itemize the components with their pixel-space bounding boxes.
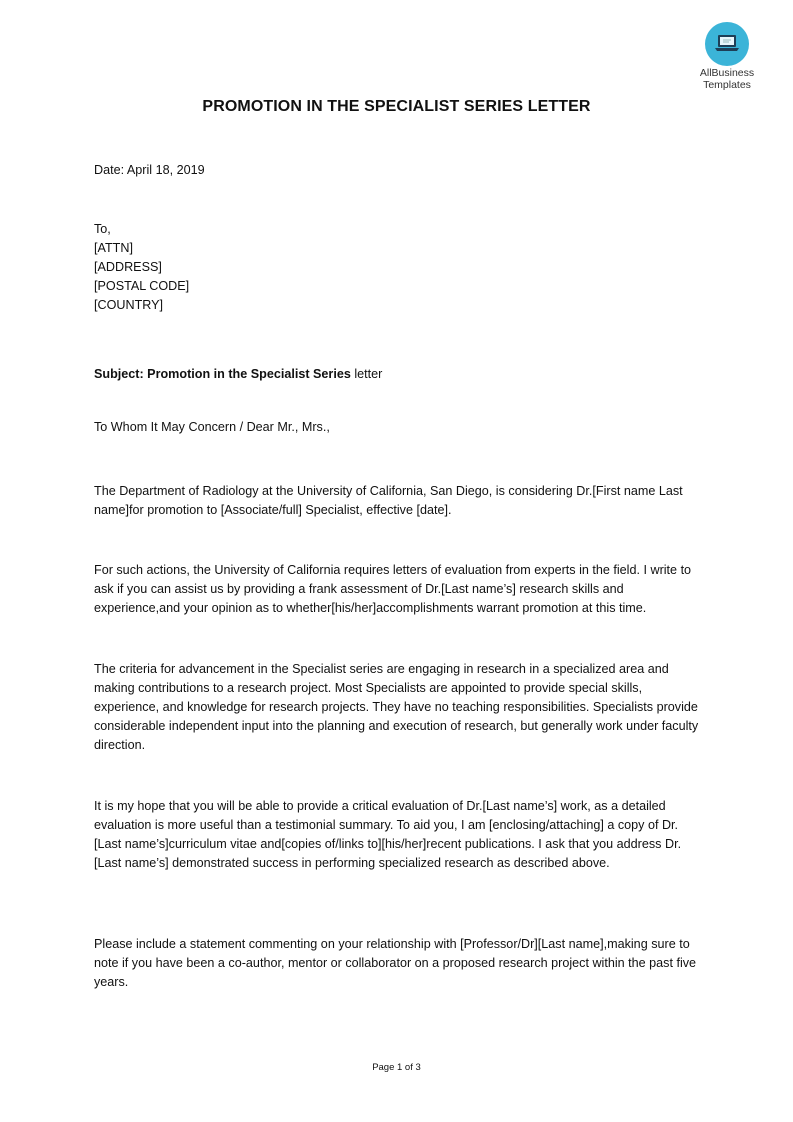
address-line: [COUNTRY] — [94, 298, 164, 312]
address-line: [POSTAL CODE] — [94, 279, 190, 293]
salutation: To Whom It May Concern / Dear Mr., Mrs., — [94, 420, 330, 434]
address-line: [ADDRESS] — [94, 260, 162, 274]
body-paragraph: The Department of Radiology at the University of California, San Diego, is considering Dr.[First name Last name]for promotion to [Associate/full] Specialist, effective [date]. — [94, 484, 683, 517]
letter-date: Date: April 18, 2019 — [94, 163, 205, 177]
logo-text — [693, 67, 761, 91]
recipient-address — [94, 220, 704, 315]
logo-text-line1: AllBusiness — [699, 67, 755, 79]
subject-bold-text: Promotion in the Specialist Series — [143, 367, 351, 381]
letter-title: PROMOTION IN THE SPECIALIST SERIES LETTER — [202, 98, 591, 115]
subject-label: Subject: — [94, 367, 144, 381]
allbusiness-templates-logo — [693, 22, 761, 91]
subject-line — [94, 365, 704, 384]
page-number: Page 1 of 3 — [372, 1062, 421, 1073]
address-line: To, — [94, 222, 111, 236]
laptop-icon — [714, 33, 740, 53]
body-paragraph: The criteria for advancement in the Specialist series are engaging in research in a specialized area and making contributions to a research project. Most Specialists are appointed to provide special skills, experience, and knowledge for research projects. They have no teaching responsibilities. Specialists provide considerable independent input into the planning and execution of research, but generally work under faculty direction. — [94, 662, 699, 752]
body-paragraph: For such actions, the University of California requires letters of evaluation from experts in the field. I write to ask if you can assist us by providing a frank assessment of Dr.[Last name’s] research skills and experience,and your opinion as to whether[his/her]accomplishments warrant promotion at this time. — [94, 563, 692, 615]
logo-badge — [705, 22, 749, 66]
logo-text-line2: Templates — [703, 79, 751, 91]
subject-rest: letter — [350, 367, 383, 381]
address-line: [ATTN] — [94, 241, 133, 255]
body-paragraph: Please include a statement commenting on your relationship with [Professor/Dr][Last name],making sure to note if you have been a co-author, mentor or collaborator on a proposed research project within the past five years. — [94, 937, 697, 989]
body-paragraph: It is my hope that you will be able to provide a critical evaluation of Dr.[Last name’s] work, as a detailed evaluation is more useful than a testimonial summary. To aid you, I am [enclosing/attaching] a copy of Dr.[Last name’s]curriculum vitae and[copies of/links to][his/her]recent publications. I ask that you address Dr.[Last name’s] demonstrated success in performing specialized research as described above. — [94, 799, 682, 870]
